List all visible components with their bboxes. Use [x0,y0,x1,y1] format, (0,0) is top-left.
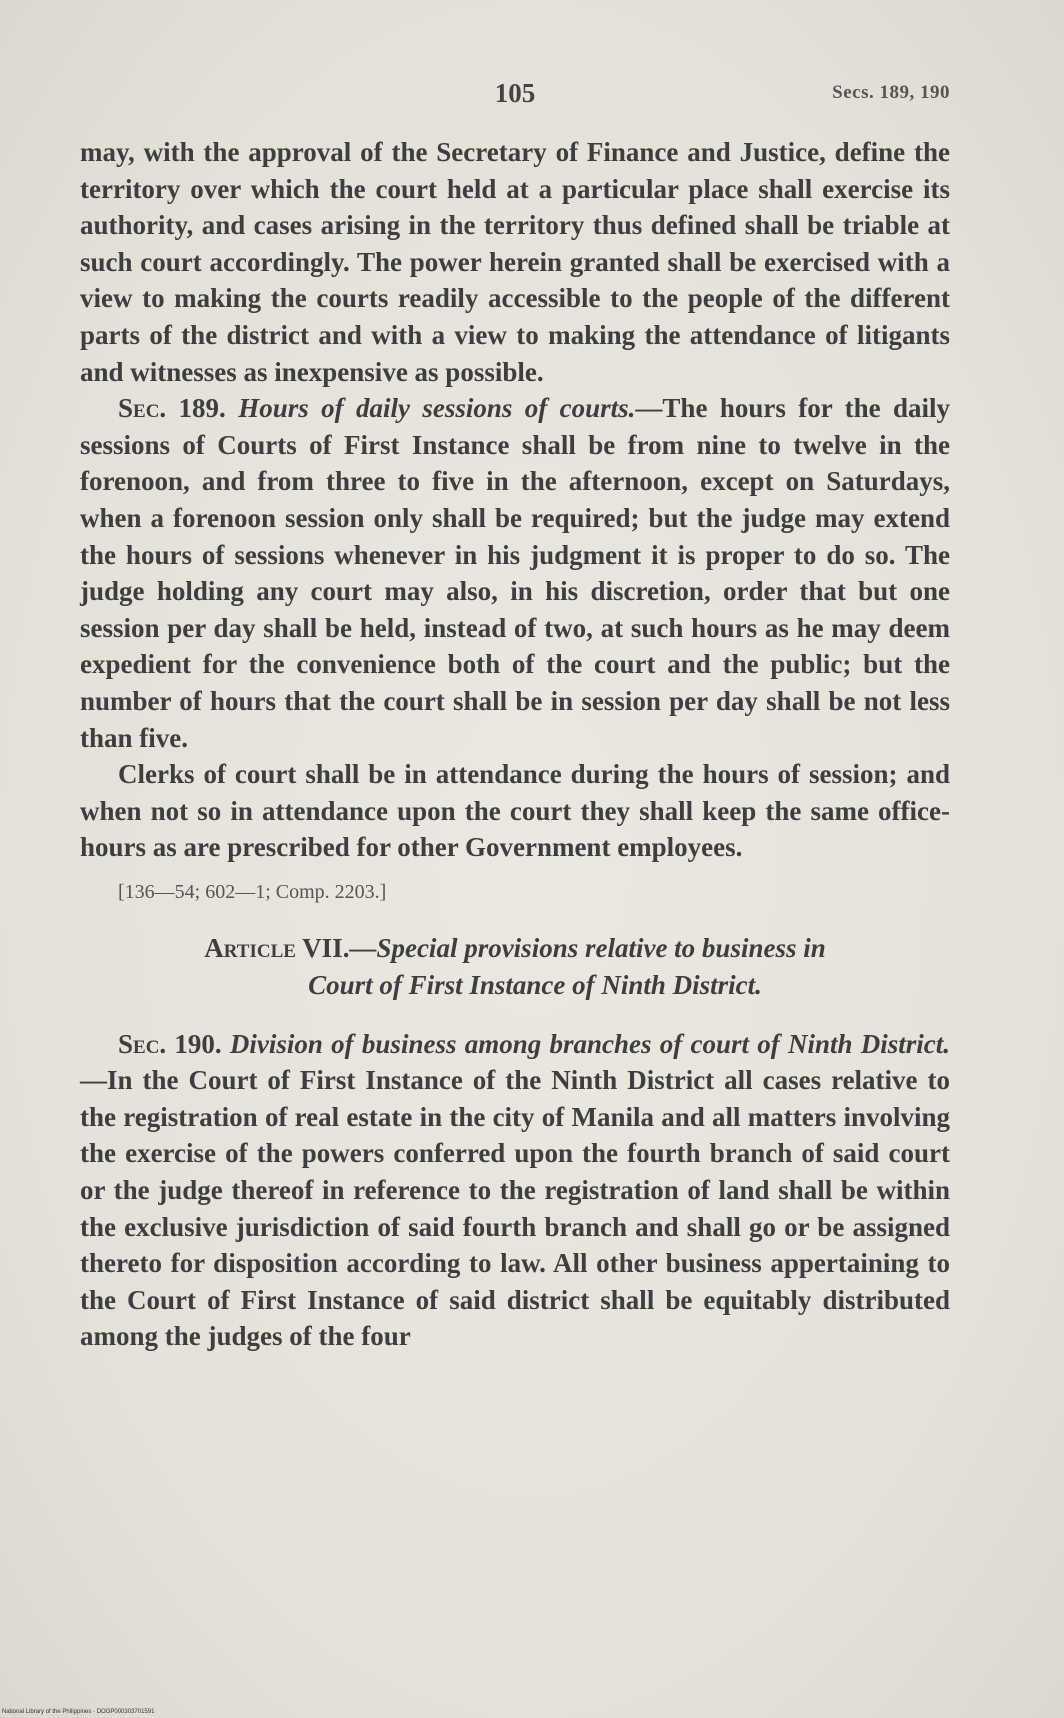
scan-footer-note: National Library of the Philippines · DOGP000303701591 [2,1709,155,1715]
section-189-label: Sec. 189. [118,393,226,424]
section-190-title: Division of business among branches of court of Ninth District. [229,1028,950,1059]
body-text [80,134,950,1355]
article-title-line1: —Special provisions relative to business in [349,933,826,964]
section-189-title: Hours of daily sessions of courts. [238,393,636,424]
paragraph-continuation: may, with the approval of the Secretary of Finance and Justice, define the territory over which the court held at a particular place shall exercise its authority, and cases arising in the territory thus defined shall be triable at such court accordingly. The power herein granted shall be exercised with a view to making the courts readily accessible to the people of the different parts of the district and with a view to making the attendance of litigants and witnesses as inexpensive as possible. [80,137,950,387]
running-head: Secs. 189, 190 [832,82,950,103]
article-label: Article VII. [204,933,350,964]
section-190-label: Sec. 190. [118,1028,222,1059]
section-190 [80,1026,950,1355]
article-title-line2: Court of First Instance of Ninth District. [308,970,762,1001]
section-190-text: —In the Court of First Instance of the Ninth District all cases relative to the registration of real estate in the city of Manila and all matters involving the exercise of the powers conferred upon the fourth branch of said court or the judge thereof in reference to the registration of land shall be within the exclusive jurisdiction of said fourth branch and shall go or be assigned thereto for disposition according to law. All other business appertaining to the Court of First Instance of said district shall be equitably distributed among the judges of the four [80,1065,950,1352]
section-189-text: —The hours for the daily sessions of Courts of First Instance shall be from nine to twelve in the forenoon, and from three to five in the afternoon, except on Saturdays, when a forenoon session only shall be required; but the judge may extend the hours of sessions whenever in his judgment it is proper to do so. The judge holding any court may also, in his discretion, order that but one session per day shall be held, instead of two, at such hours as he may deem expedient for the convenience both of the court and the public; but the number of hours that the court shall be in session per day shall be not less than five. [80,393,950,753]
clerks-paragraph: Clerks of court shall be in attendance during the hours of session; and when not so in attendance upon the court they shall keep the same office-hours as are prescribed for other Government employees. [80,759,950,863]
page-header [80,78,950,118]
page-number: 105 [494,78,536,108]
article-heading [80,930,950,1003]
section-189 [80,390,950,756]
citation: [136—54; 602—1; Comp. 2203.] [118,880,387,903]
